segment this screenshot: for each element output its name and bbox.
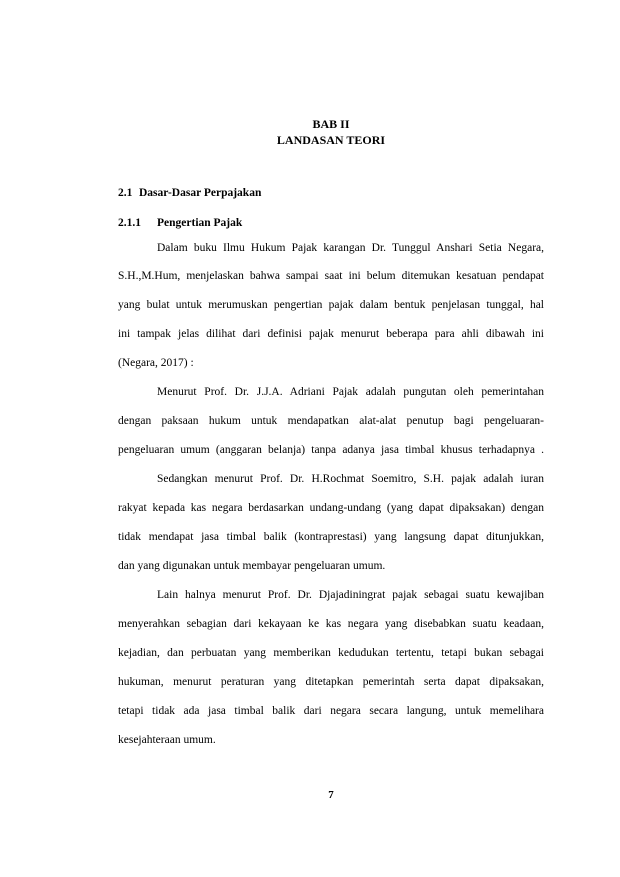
section-title: Dasar-Dasar Perpajakan: [139, 187, 262, 199]
text-line: dan yang digunakan untuk membayar pengeluaran umum.: [118, 560, 386, 572]
text-line: hukuman, menurut peraturan yang ditetapkan pemerintah serta dapat dipaksakan,: [118, 676, 544, 688]
chapter-number: BAB II: [312, 117, 350, 131]
text-line: yang bulat untuk merumuskan pengertian pajak dalam bentuk penjelasan tunggal, hal: [118, 299, 544, 311]
text-line: Lain halnya menurut Prof. Dr. Djajadiningrat pajak sebagai suatu kewajiban: [157, 589, 544, 601]
chapter-heading: [0, 116, 620, 148]
text-line: dengan paksaan hukum untuk mendapatkan alat-alat penutup bagi pengeluaran-: [118, 415, 544, 427]
text-line: kejadian, dan perbuatan yang memberikan kedudukan tertentu, tetapi bukan sebagai: [118, 647, 544, 659]
text-line: tetapi tidak ada jasa timbal balik dari negara secara langung, untuk memelihara: [118, 705, 544, 717]
text-line: tidak mendapat jasa timbal balik (kontraprestasi) yang langsung dapat ditunjukkan,: [118, 531, 544, 543]
chapter-title: LANDASAN TEORI: [276, 133, 386, 147]
text-line: Sedangkan menurut Prof. Dr. H.Rochmat Soemitro, S.H. pajak adalah iuran: [157, 473, 544, 485]
text-line: rakyat kepada kas negara berdasarkan undang-undang (yang dapat dipaksakan) dengan: [118, 502, 544, 514]
text-line: (Negara, 2017) :: [118, 357, 194, 369]
subsection-number: 2.1.1: [118, 217, 141, 229]
subsection-title: Pengertian Pajak: [157, 217, 243, 229]
text-line: ini tampak jelas dilihat dari definisi pajak menurut beberapa para ahli dibawah ini: [118, 328, 544, 340]
page-number: 7: [328, 789, 334, 801]
subsection-heading-2-1-1: [118, 216, 242, 230]
text-line: Menurut Prof. Dr. J.J.A. Adriani Pajak adalah pungutan oleh pemerintahan: [157, 386, 544, 398]
text-line: menyerahkan sebagian dari kekayaan ke kas negara yang disebabkan suatu keadaan,: [118, 618, 544, 630]
text-line: S.H.,M.Hum, menjelaskan bahwa sampai saat ini belum ditemukan kesatuan pendapat: [118, 270, 544, 282]
text-line: Dalam buku Ilmu Hukum Pajak karangan Dr. Tunggul Anshari Setia Negara,: [157, 242, 544, 254]
text-line: pengeluaran umum (anggaran belanja) tanpa adanya jasa timbal khusus terhadapnya .: [118, 444, 544, 456]
text-line: kesejahteraan umum.: [118, 734, 216, 746]
section-heading-2-1: [118, 186, 261, 200]
section-number: 2.1: [118, 187, 133, 199]
